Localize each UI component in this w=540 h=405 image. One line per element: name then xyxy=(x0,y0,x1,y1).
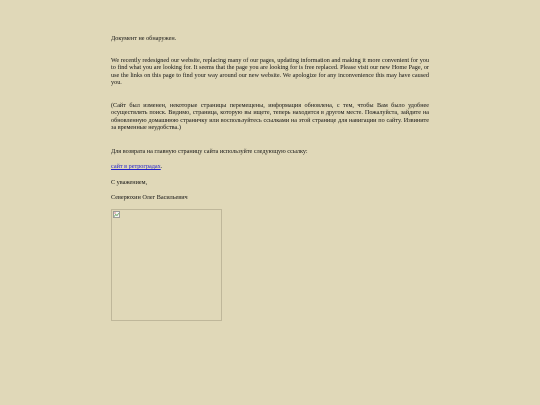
english-notice-paragraph: We recently redesigned our website, replacing many of our pages, updating information and making it more convenient for you to find what you are looking for. It seems that the page you are looking for is free replaced. Please visit our new Home Page, or use the links on this page to find your way around our new website. We apologize for any inconvenience this may have caused you. xyxy=(111,57,429,87)
home-link-line xyxy=(111,163,429,170)
home-link[interactable]: сайт в ретроградах xyxy=(111,163,161,170)
not-found-message: Документ не обнаружен. xyxy=(111,35,177,42)
image-placeholder xyxy=(111,209,222,321)
broken-image-icon xyxy=(113,211,120,218)
regards-text: С уважением, xyxy=(111,179,148,186)
return-instruction: Для возврата на главную страницу сайта используйте следующую ссылку: xyxy=(111,148,308,155)
signature: Северюхин Олег Васильевич xyxy=(111,194,188,201)
russian-notice-paragraph: (Сайт был изменен, некоторые страницы перемещены, информация обновлена, с тем, чтобы Вам было удобнее осуществлять поиск. Видимо, страница, которую вы ищете, теперь находится в другом месте. Пожалуйста, зайдите на обновленную домашнюю страничку или воспользуйтесь ссылками на этой странице для навигации по сайту. Извините за временные неудобства.) xyxy=(111,102,429,132)
home-link-suffix: . xyxy=(160,163,163,170)
